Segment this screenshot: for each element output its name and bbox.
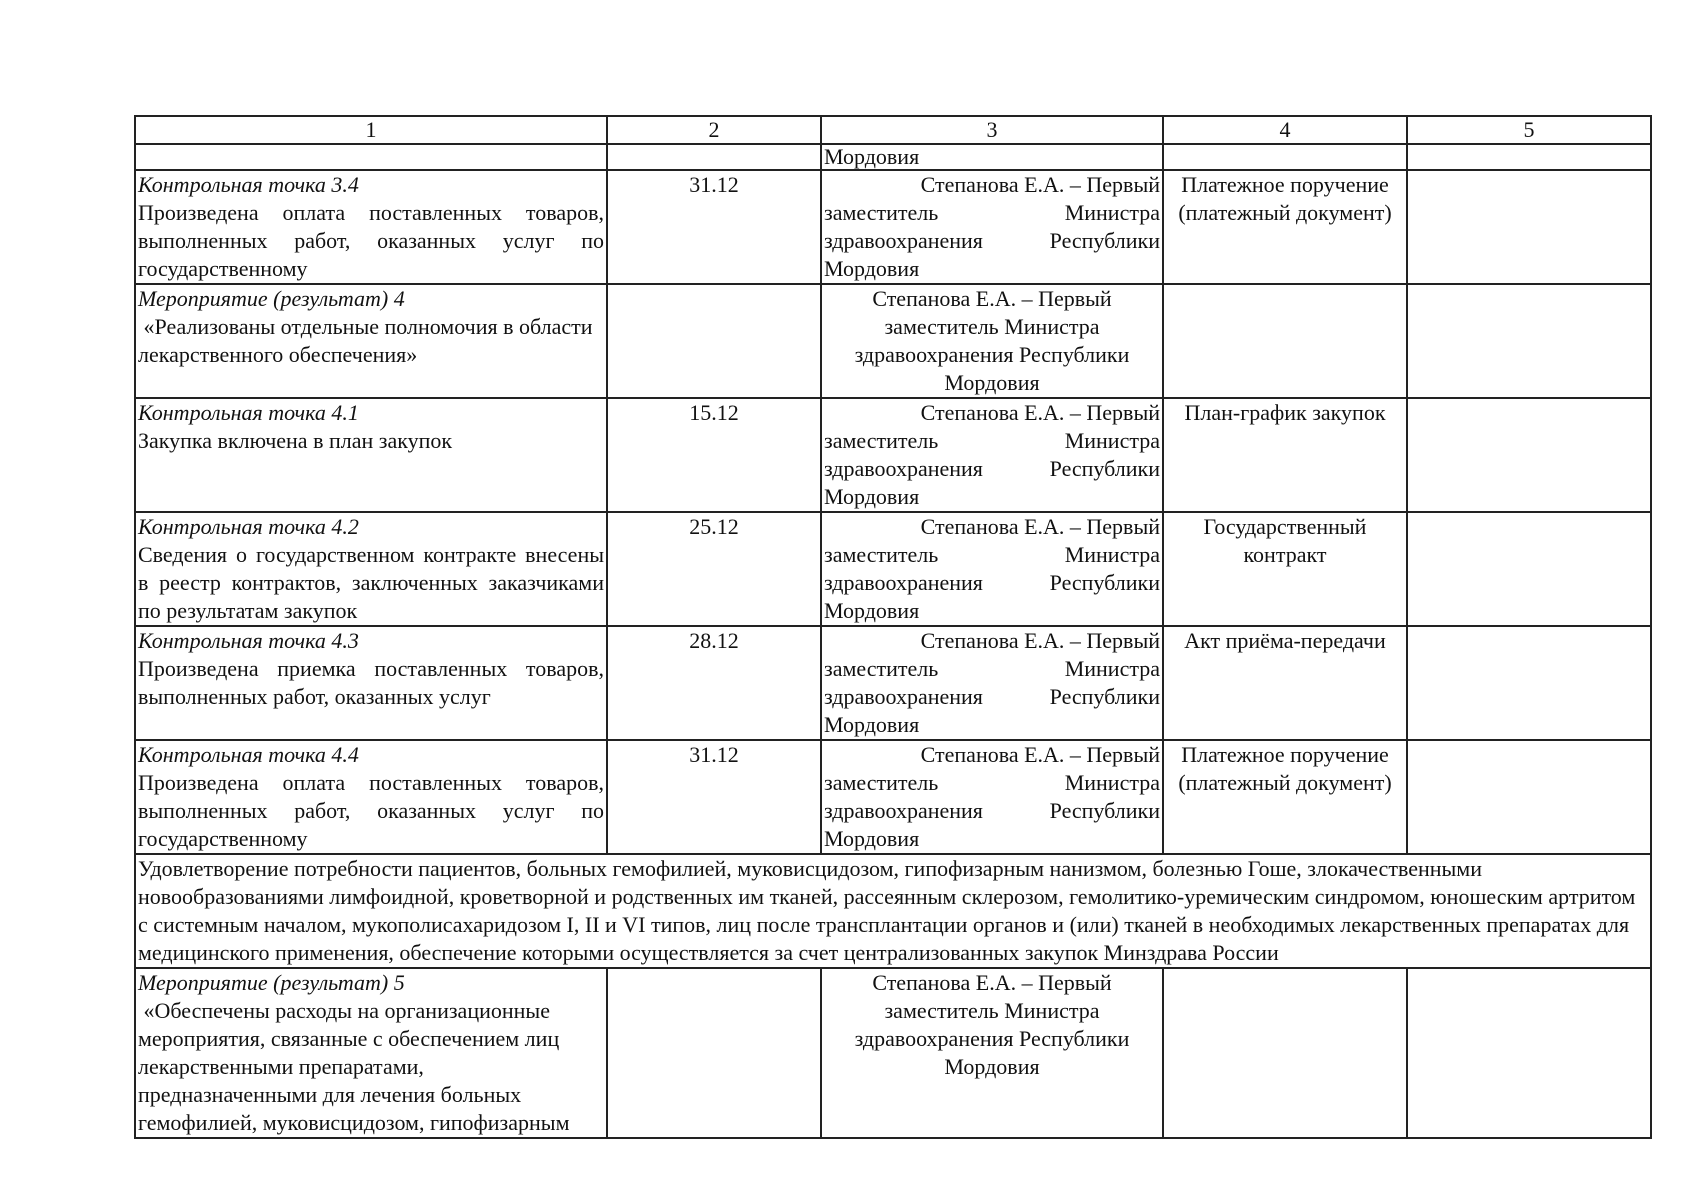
checkpoint-title: Контрольная точка 4.3	[138, 628, 359, 653]
cell-responsible: Мордовия	[821, 144, 1163, 170]
header-col-2: 2	[607, 116, 821, 144]
responsible-line: здравоохранения Республики	[824, 456, 1160, 481]
responsible-line: заместитель Министра	[824, 656, 1160, 681]
cell-responsible	[821, 398, 1163, 512]
cell-extra	[1407, 512, 1651, 626]
event-text: «Реализованы отдельные полномочия в области лекарственного обеспечения»	[138, 314, 599, 367]
cell-name	[135, 740, 607, 854]
cell-responsible	[821, 170, 1163, 284]
cell-date	[607, 144, 821, 170]
cell-document: Платежное поручение (платежный документ)	[1163, 170, 1407, 284]
table-row	[135, 284, 1651, 398]
table-row	[135, 170, 1651, 284]
cell-date	[607, 968, 821, 1138]
cell-date	[607, 284, 821, 398]
schedule-table	[134, 115, 1652, 1139]
cell-extra	[1407, 968, 1651, 1138]
cell-responsible	[821, 740, 1163, 854]
cell-name	[135, 626, 607, 740]
event-title: Мероприятие (результат) 5	[138, 970, 405, 995]
checkpoint-title: Контрольная точка 4.1	[138, 400, 359, 425]
responsible-line: здравоохранения Республики	[824, 570, 1160, 595]
goal-text: Удовлетворение потребности пациентов, больных гемофилией, муковисцидозом, гипофизарным нанизмом, болезнью Гоше, злокачественными новообразованиями лимфоидной, кроветворной и родственных им тканей, рассеянным склерозом, гемолитико-уремическим синдромом, юношеским артритом с системным началом, мукополисахаридозом I, II и VI типов, лиц после трансплантации органов и (или) тканей в необходимых лекарственных препаратах для медицинского применения, обеспечение которыми осуществляется за счет централизованных закупок Минздрава России	[135, 854, 1651, 968]
table-row	[135, 144, 1651, 170]
checkpoint-title: Контрольная точка 3.4	[138, 172, 359, 197]
event-text: «Обеспечены расходы на организационные мероприятия, связанные с обеспечением лиц лекарственными препаратами, предназначенными для лечения больных гемофилией, муковисцидозом, гипофизарным	[138, 998, 570, 1135]
cell-extra	[1407, 740, 1651, 854]
table-row	[135, 740, 1651, 854]
cell-document	[1163, 144, 1407, 170]
cell-document	[1163, 968, 1407, 1138]
cell-date: 15.12	[607, 398, 821, 512]
cell-responsible	[821, 512, 1163, 626]
cell-document: План-график закупок	[1163, 398, 1407, 512]
cell-date: 28.12	[607, 626, 821, 740]
cell-name	[135, 512, 607, 626]
cell-name	[135, 284, 607, 398]
responsible-line: Мордовия	[824, 826, 920, 851]
cell-extra	[1407, 144, 1651, 170]
responsible-line: Мордовия	[824, 484, 920, 509]
cell-name	[135, 398, 607, 512]
table-header-row	[135, 116, 1651, 144]
cell-document: Государственный контракт	[1163, 512, 1407, 626]
cell-document	[1163, 284, 1407, 398]
cell-date: 31.12	[607, 170, 821, 284]
cell-name	[135, 170, 607, 284]
cell-responsible	[821, 626, 1163, 740]
cell-responsible: Степанова Е.А. – Первый заместитель Министра здравоохранения Республики Мордовия	[821, 284, 1163, 398]
cell-date: 25.12	[607, 512, 821, 626]
table-row	[135, 398, 1651, 512]
header-col-1: 1	[135, 116, 607, 144]
cell-responsible: Степанова Е.А. – Первый заместитель Министра здравоохранения Республики Мордовия	[821, 968, 1163, 1138]
checkpoint-text: Сведения о государственном контракте внесены в реестр контрактов, заключенных заказчиками по результатам закупок	[138, 542, 604, 623]
header-col-3: 3	[821, 116, 1163, 144]
responsible-line: заместитель Министра	[824, 200, 1160, 225]
responsible-line: здравоохранения Республики	[824, 684, 1160, 709]
responsible-line: заместитель Министра	[824, 770, 1160, 795]
responsible-line: Степанова Е.А. – Первый	[920, 514, 1160, 539]
checkpoint-text: Произведена оплата поставленных товаров, выполненных работ, оказанных услуг по государственному	[138, 200, 604, 281]
cell-extra	[1407, 398, 1651, 512]
checkpoint-text: Закупка включена в план закупок	[138, 428, 453, 453]
cell-extra	[1407, 284, 1651, 398]
header-col-4: 4	[1163, 116, 1407, 144]
responsible-line: Мордовия	[824, 256, 920, 281]
cell-name	[135, 968, 607, 1138]
responsible-line: заместитель Министра	[824, 428, 1160, 453]
table-row	[135, 626, 1651, 740]
checkpoint-text: Произведена оплата поставленных товаров, выполненных работ, оказанных услуг по государственному	[138, 770, 604, 851]
cell-document: Платежное поручение (платежный документ)	[1163, 740, 1407, 854]
responsible-line: заместитель Министра	[824, 542, 1160, 567]
checkpoint-title: Контрольная точка 4.2	[138, 514, 359, 539]
responsible-line: здравоохранения Республики	[824, 228, 1160, 253]
table-row	[135, 968, 1651, 1138]
responsible-line: здравоохранения Республики	[824, 798, 1160, 823]
cell-date: 31.12	[607, 740, 821, 854]
event-title: Мероприятие (результат) 4	[138, 286, 405, 311]
checkpoint-title: Контрольная точка 4.4	[138, 742, 359, 767]
responsible-line: Мордовия	[824, 712, 920, 737]
header-col-5: 5	[1407, 116, 1651, 144]
checkpoint-text: Произведена приемка поставленных товаров, выполненных работ, оказанных услуг	[138, 656, 604, 709]
table-row	[135, 512, 1651, 626]
responsible-line: Степанова Е.А. – Первый	[920, 172, 1160, 197]
goal-row	[135, 854, 1651, 968]
responsible-line: Степанова Е.А. – Первый	[920, 742, 1160, 767]
responsible-line: Степанова Е.А. – Первый	[920, 628, 1160, 653]
cell-extra	[1407, 626, 1651, 740]
responsible-line: Мордовия	[824, 598, 920, 623]
responsible-line: Степанова Е.А. – Первый	[920, 400, 1160, 425]
cell-extra	[1407, 170, 1651, 284]
cell-document: Акт приёма-передачи	[1163, 626, 1407, 740]
cell-name	[135, 144, 607, 170]
